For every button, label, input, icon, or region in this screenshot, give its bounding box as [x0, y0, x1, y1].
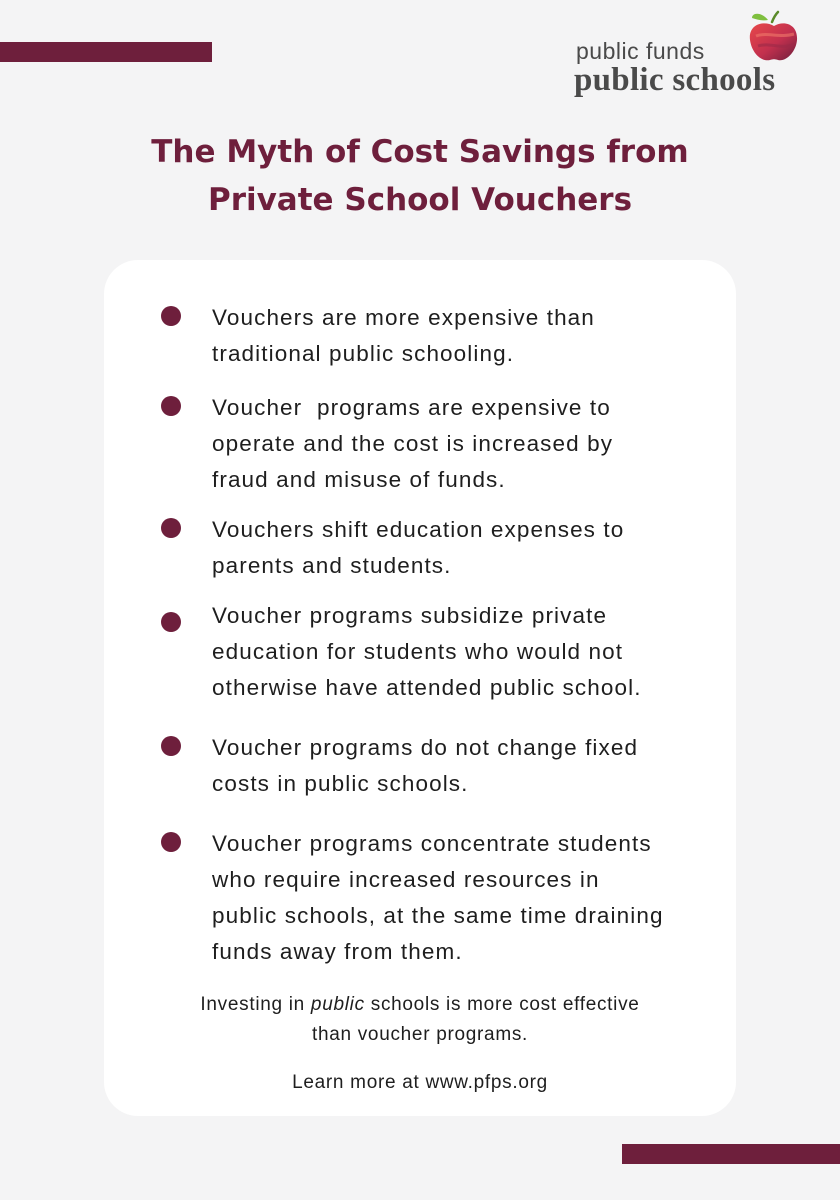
logo-text-public-schools: public schools	[574, 62, 776, 98]
list-item-line: Voucher programs subsidize private	[212, 603, 608, 628]
list-item-line: who require increased resources in	[212, 867, 600, 892]
list-item-line: Voucher programs do not change fixed	[212, 735, 639, 760]
bullet-dot	[161, 736, 181, 756]
list-item-text	[212, 730, 712, 802]
bullet-dot	[161, 306, 181, 326]
list-item-line: fraud and misuse of funds.	[212, 467, 506, 492]
list-item-line: Vouchers are more expensive than	[212, 305, 595, 330]
list-item-line: traditional public schooling.	[212, 341, 515, 366]
list-item-line: operate and the cost is increased by	[212, 431, 614, 456]
list-item-line: Vouchers shift education expenses to	[212, 517, 625, 542]
list-item-text	[212, 390, 712, 498]
bullet-dot	[161, 612, 181, 632]
bullet-dot	[161, 518, 181, 538]
content-card	[104, 260, 736, 1116]
closing-statement	[104, 990, 736, 1050]
decorative-bar-bottom	[622, 1144, 840, 1164]
list-item-text	[212, 512, 712, 584]
list-item-text	[212, 598, 712, 706]
list-item-text	[212, 826, 712, 970]
closing-line-2: than voucher programs.	[311, 1024, 529, 1045]
title-line-2: Private School Vouchers	[207, 182, 633, 218]
bullet-dot	[161, 396, 181, 416]
decorative-bar-top	[0, 42, 212, 62]
closing-suffix: schools is more cost effective	[364, 994, 640, 1015]
list-item-line: otherwise have attended public school.	[212, 675, 642, 700]
closing-line-1	[104, 990, 736, 1020]
list-item-line: costs in public schools.	[212, 771, 469, 796]
closing-emphasis: public	[310, 994, 365, 1015]
list-item-line: Voucher programs concentrate students	[212, 831, 652, 856]
title-line-1: The Myth of Cost Savings from	[151, 134, 689, 170]
bullet-dot	[161, 832, 181, 852]
logo[interactable]	[574, 8, 814, 104]
list-item-line: education for students who would not	[212, 639, 624, 664]
learn-more-link[interactable]: Learn more at www.pfps.org	[292, 1072, 548, 1093]
list-item-text	[212, 300, 712, 372]
logo-text-public-funds: public funds	[576, 38, 705, 64]
page-title	[0, 128, 840, 224]
list-item-line: public schools, at the same time draining	[212, 903, 664, 928]
closing-prefix: Investing in	[200, 994, 311, 1015]
apple-icon	[746, 8, 802, 68]
list-item-line: parents and students.	[212, 553, 452, 578]
list-item-line: funds away from them.	[212, 939, 463, 964]
list-item-line: Voucher programs are expensive to	[212, 395, 611, 420]
